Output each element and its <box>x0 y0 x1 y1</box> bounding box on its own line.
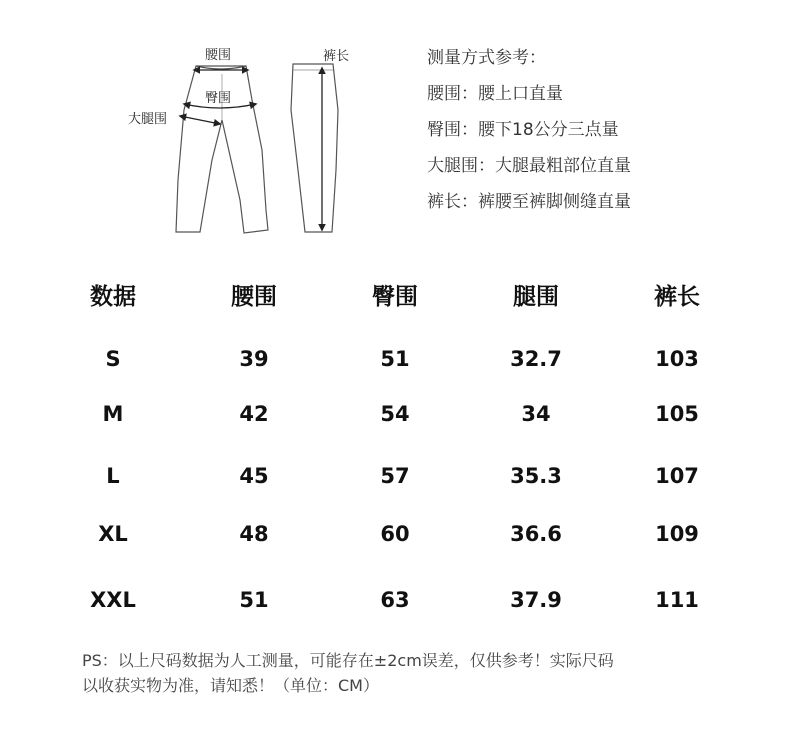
length-label: 裤长 <box>323 49 350 64</box>
method-desc: 腰上口直量 <box>478 84 563 104</box>
table-cell: 63 <box>380 588 410 612</box>
measurement-method <box>427 46 631 226</box>
method-item-hip <box>427 118 631 154</box>
table-cell: XL <box>98 522 128 546</box>
table-cell: 103 <box>655 347 699 371</box>
pants-illustration <box>0 0 400 250</box>
waist-label: 腰围 <box>205 48 232 63</box>
table-cell: 51 <box>239 588 269 612</box>
method-desc: 裤腰至裤脚侧缝直量 <box>478 192 631 212</box>
table-cell: XXL <box>90 588 136 612</box>
table-cell: S <box>105 347 121 371</box>
header-cell-thigh: 腿围 <box>513 284 559 310</box>
thigh-arrow <box>180 116 220 124</box>
table-cell: 54 <box>380 402 410 426</box>
header-cell-waist: 腰围 <box>231 284 277 310</box>
disclaimer-note <box>82 648 762 698</box>
table-cell: 36.6 <box>510 522 562 546</box>
table-cell: 105 <box>655 402 699 426</box>
table-cell: 42 <box>239 402 269 426</box>
table-cell: L <box>106 464 120 488</box>
table-cell: M <box>102 402 124 426</box>
method-term: 腰围： <box>427 84 478 104</box>
method-item-thigh <box>427 154 631 190</box>
method-term: 臀围： <box>427 120 478 140</box>
table-cell: 32.7 <box>510 347 562 371</box>
pants-side-view <box>291 64 338 232</box>
table-cell: 34 <box>521 402 551 426</box>
thigh-label: 大腿围 <box>128 112 168 127</box>
method-desc: 腰下18公分三点量 <box>478 120 619 140</box>
method-desc: 大腿最粗部位直量 <box>495 156 631 176</box>
method-title: 测量方式参考： <box>427 48 546 68</box>
table-cell: 51 <box>380 347 410 371</box>
table-cell: 109 <box>655 522 699 546</box>
table-cell: 39 <box>239 347 269 371</box>
method-term: 裤长： <box>427 192 478 212</box>
table-cell: 111 <box>655 588 699 612</box>
table-cell: 37.9 <box>510 588 562 612</box>
table-cell: 45 <box>239 464 269 488</box>
note-line-1: PS：以上尺码数据为人工测量，可能存在±2cm误差，仅供参考！实际尺码 <box>82 651 614 670</box>
method-item-waist <box>427 82 631 118</box>
method-item-length <box>427 190 631 226</box>
table-cell: 35.3 <box>510 464 562 488</box>
table-cell: 57 <box>380 464 410 488</box>
table-cell: 60 <box>380 522 410 546</box>
note-line-2: 以收获实物为准，请知悉！（单位：CM） <box>82 676 379 695</box>
table-cell: 48 <box>239 522 269 546</box>
header-cell-data: 数据 <box>90 284 136 310</box>
table-cell: 107 <box>655 464 699 488</box>
measurement-diagram <box>0 0 400 250</box>
method-term: 大腿围： <box>427 156 495 176</box>
header-cell-length: 裤长 <box>654 284 700 310</box>
hip-label: 臀围 <box>205 91 232 106</box>
header-cell-hip: 臀围 <box>372 284 418 310</box>
